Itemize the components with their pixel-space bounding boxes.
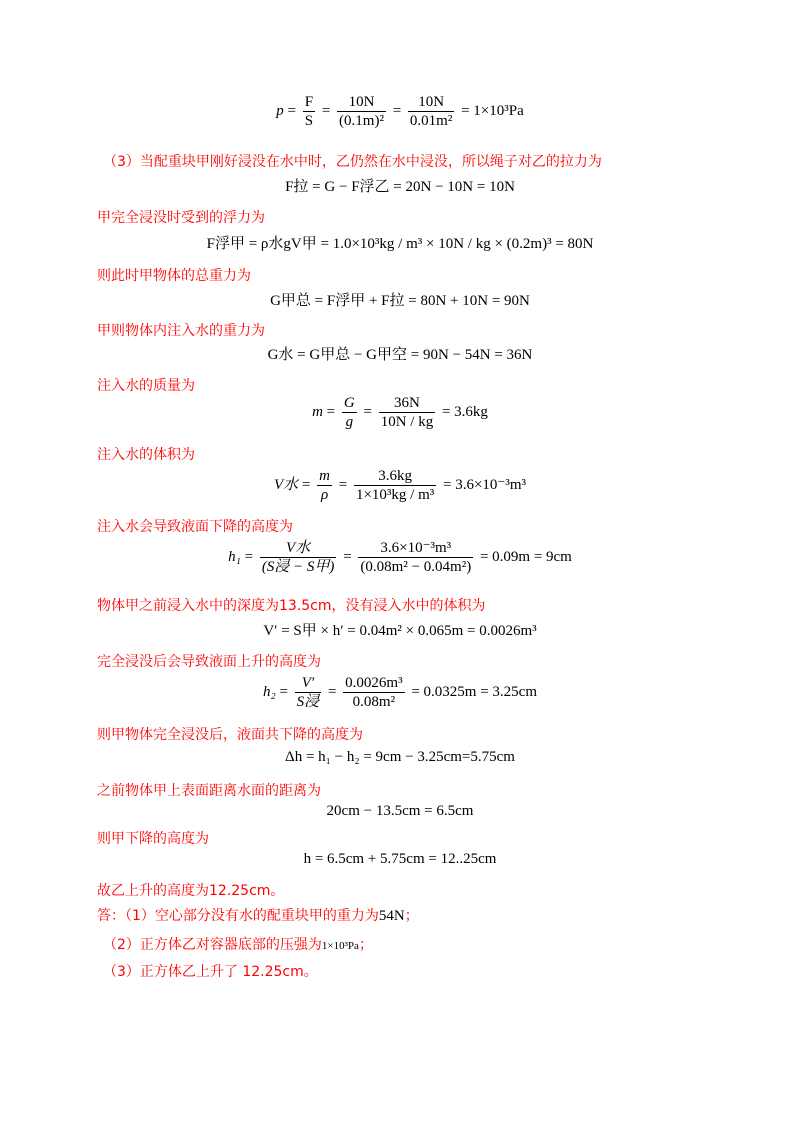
equation-h1: h₁ = $\frac{\text{V水}}{\text{(S浸 − S甲)}}$ = $\frac{\text{3.6×10⁻³m³}}{\text{(0.08m² − 0.04m²)}}$ = 0.09m = 9cm — [228, 540, 572, 575]
equation-mass: m = $\frac{G}{g}$ = $\frac{36N}{10N / kg}$ = 3.6kg — [312, 395, 488, 430]
equation-water-weight: G水 = G甲总 − G甲空 = 90N − 54N = 36N — [267, 347, 533, 363]
text-line-5: 甲完全浸没时受到的浮力为 — [97, 210, 265, 226]
answer-line-1: 答：（1）空心部分没有水的配重块甲的重力为54N； — [97, 908, 419, 924]
equation-distance: 20cm − 13.5cm = 6.5cm — [326, 803, 474, 819]
equation-h: h = 6.5cm + 5.75cm = 12..25cm — [303, 851, 497, 867]
text-line-19: 完全浸没后会导致液面上升的高度为 — [97, 654, 321, 670]
text-line-3: （3）当配重块甲刚好浸没在水中时，乙仍然在水中浸没，所以绳子对乙的拉力为 — [103, 154, 602, 170]
equation-pressure: p = $\frac{F}{S}$ = $\frac{10N}{\text{(0.1m)²}}$ = $\frac{10N}{\text{0.01m²}}$ = 1×10³Pa — [276, 94, 524, 129]
equation-volume-prime: V′ = S甲 × h′ = 0.04m² × 0.065m = 0.0026m³ — [263, 623, 537, 639]
text-line-13: 注入水的体积为 — [97, 447, 195, 463]
text-line-23: 之前物体甲上表面距离水面的距离为 — [97, 783, 321, 799]
text-line-9: 甲则物体内注入水的重力为 — [97, 323, 265, 339]
equation-volume: V水 = $\frac{m}{\rho}$ = $\frac{3.6kg}{\text{1×10³kg / m³}}$ = 3.6×10⁻³m³ — [274, 468, 526, 503]
text-line-11: 注入水的质量为 — [97, 378, 195, 394]
equation-delta-h: Δh = h₁ − h₂ = 9cm − 3.25cm=5.75cm — [285, 749, 515, 765]
equation-buoyancy: F浮甲 = ρ水gV甲 = 1.0×10³kg / m³ × 10N / kg × (0.2m)³ = 80N — [206, 236, 594, 252]
text-line-25: 则甲下降的高度为 — [97, 831, 209, 847]
answer-line-2: （2）正方体乙对容器底部的压强为1×10³Pa； — [103, 937, 373, 953]
text-line-17: 物体甲之前浸入水中的深度为13.5cm，没有浸入水中的体积为 — [97, 598, 486, 614]
text-line-27: 故乙上升的高度为12.25cm。 — [97, 883, 285, 899]
equation-tension: F拉 = G − F浮乙 = 20N − 10N = 10N — [285, 179, 515, 195]
equation-h2: h₂ = $\frac{V'}{\text{S浸}}$ = $\frac{\text{0.0026m³}}{\text{0.08m²}}$ = 0.0325m = 3.25cm — [262, 675, 537, 710]
text-line-21: 则甲物体完全浸没后，液面共下降的高度为 — [97, 727, 363, 743]
answer-line-3: （3）正方体乙上升了 12.25cm。 — [103, 964, 318, 980]
equation-total-weight: G甲总 = F浮甲 + F拉 = 80N + 10N = 90N — [270, 293, 530, 309]
text-line-15: 注入水会导致液面下降的高度为 — [97, 519, 293, 535]
text-line-7: 则此时甲物体的总重力为 — [97, 268, 251, 284]
